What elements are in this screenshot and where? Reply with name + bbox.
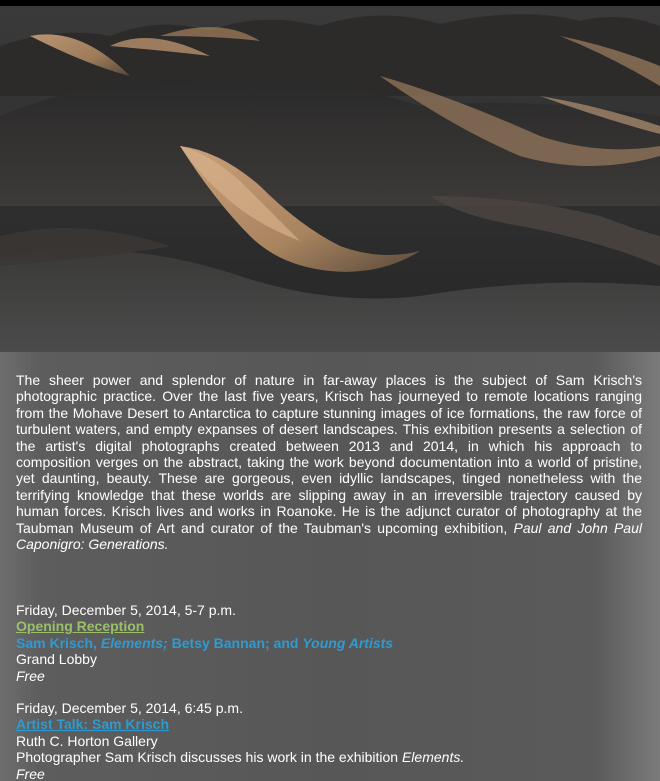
description-part-a: Photographer Sam Krisch discusses his work in the exhibition	[16, 749, 402, 766]
artists-part-a: Sam Krisch,	[16, 634, 101, 651]
event-opening-reception	[16, 602, 642, 684]
event-description	[16, 749, 642, 765]
event-artists	[16, 635, 642, 651]
event-datetime: Friday, December 5, 2014, 6:45 p.m.	[16, 700, 243, 716]
artists-part-b: Elements;	[100, 634, 168, 651]
intro-body: The sheer power and splendor of nature in far-away places is the subject of Sam Krisch's photographic practice. Over the last five years, Krisch has journeyed to remote locations ranging from the Mohave Desert to Antarctica to capture stunning images of ice formations, the raw force of turbulent waters, and empty expanses of desert landscapes. This exhibition presents a selection of the artist's digital photographs created between 2013 and 2014, in which his approach to composition verges on the abstract, taking the work beyond documentation into a world of pristine, yet daunting, beauty. These are gorgeous, even idyllic landscapes, tinged nonetheless with the terrifying knowledge that these worlds are slipping away in an irreversible trajectory caused by human forces. Krisch lives and works in Roanoke. He is the adjunct curator of photography at the Taubman Museum of Art and curator of the Taubman's upcoming exhibition,	[16, 372, 642, 536]
artists-part-d: Young Artists	[302, 634, 394, 651]
intro-paragraph	[16, 372, 642, 552]
event-datetime: Friday, December 5, 2014, 5-7 p.m.	[16, 602, 236, 618]
event-price: Free	[16, 667, 45, 684]
exhibition-title: Paul and John Paul Caponigro: Generations.	[16, 519, 642, 553]
opening-reception-link[interactable]: Opening Reception	[16, 618, 145, 635]
event-location: Grand Lobby	[16, 651, 97, 668]
hero-image	[0, 0, 660, 352]
artists-part-c: Betsy Bannan; and	[167, 634, 303, 651]
artist-talk-link[interactable]: Artist Talk: Sam Krisch	[16, 716, 170, 733]
description-part-b: Elements.	[401, 749, 465, 766]
event-artist-talk	[16, 700, 642, 781]
content	[16, 372, 642, 781]
event-price: Free	[16, 765, 45, 781]
desert-dunes-photo-icon	[0, 6, 660, 352]
event-location: Ruth C. Horton Gallery	[16, 732, 158, 749]
